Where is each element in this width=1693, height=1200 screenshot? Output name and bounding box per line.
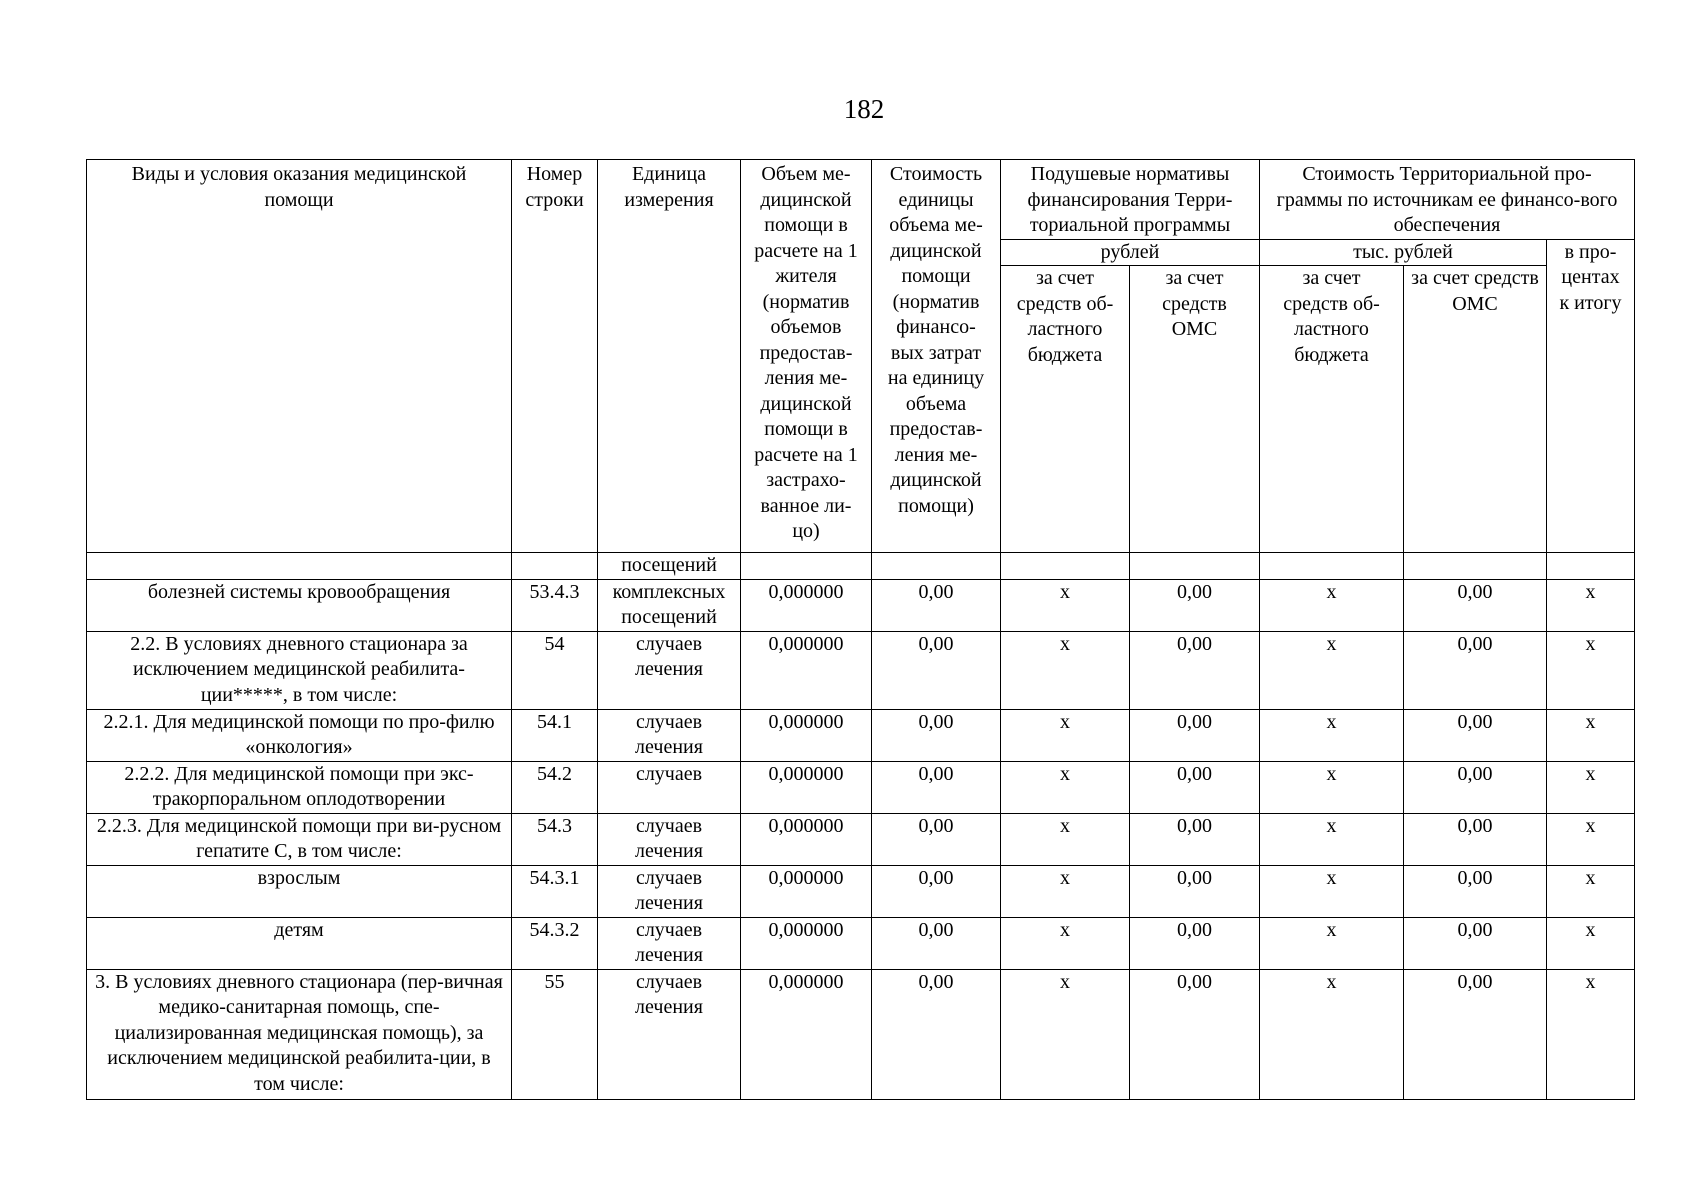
row-per-budget: х — [1001, 631, 1130, 709]
row-number — [512, 553, 598, 580]
row-sum-oms: 0,00 — [1404, 969, 1547, 1099]
row-sum-oms: 0,00 — [1404, 917, 1547, 969]
row-unit: случаев лечения — [598, 709, 741, 761]
row-unit: случаев лечения — [598, 631, 741, 709]
header-volume: Объем ме-дицинской помощи в расчете на 1 жителя (норматив объемов предостав-ления ме-дицинской помощи в расчете на 1 застрахо-ванное ли-цо) — [741, 160, 872, 553]
row-unit: случаев лечения — [598, 969, 741, 1099]
row-sum-budget: х — [1260, 579, 1404, 631]
row-cost: 0,00 — [872, 761, 1001, 813]
row-cost: 0,00 — [872, 917, 1001, 969]
row-unit: случаев лечения — [598, 865, 741, 917]
row-per-oms: 0,00 — [1130, 917, 1260, 969]
header-rubles: рублей — [1001, 239, 1260, 266]
table-row — [87, 553, 1635, 580]
table-row — [87, 579, 1635, 631]
row-number: 53.4.3 — [512, 579, 598, 631]
header-row-number: Номер строки — [512, 160, 598, 553]
table-row — [87, 813, 1635, 865]
row-per-oms: 0,00 — [1130, 709, 1260, 761]
row-per-budget: х — [1001, 813, 1130, 865]
row-volume: 0,000000 — [741, 813, 872, 865]
row-name: 2.2. В условиях дневного стационара за исключением медицинской реабилита-ции*****, в том числе: — [87, 631, 512, 709]
row-cost: 0,00 — [872, 709, 1001, 761]
row-number: 54 — [512, 631, 598, 709]
row-percent: х — [1547, 865, 1635, 917]
row-percent: х — [1547, 579, 1635, 631]
row-sum-budget: х — [1260, 969, 1404, 1099]
row-volume: 0,000000 — [741, 761, 872, 813]
row-sum-oms: 0,00 — [1404, 761, 1547, 813]
row-per-budget: х — [1001, 761, 1130, 813]
page-number: 182 — [843, 94, 885, 124]
row-sum-budget: х — [1260, 865, 1404, 917]
row-number: 54.2 — [512, 761, 598, 813]
row-cost: 0,00 — [872, 969, 1001, 1099]
row-per-oms — [1130, 553, 1260, 580]
row-per-oms: 0,00 — [1130, 761, 1260, 813]
row-unit: посещений — [598, 553, 741, 580]
header-sum-oms: за счет средств ОМС — [1404, 266, 1547, 553]
row-per-budget: х — [1001, 579, 1130, 631]
row-sum-oms: 0,00 — [1404, 579, 1547, 631]
row-sum-budget: х — [1260, 813, 1404, 865]
row-per-budget — [1001, 553, 1130, 580]
row-volume: 0,000000 — [741, 631, 872, 709]
row-cost: 0,00 — [872, 631, 1001, 709]
row-name — [87, 553, 512, 580]
header-sum-budget: за счет средств об-ластного бюджета — [1260, 266, 1404, 553]
table-row — [87, 917, 1635, 969]
row-volume — [741, 553, 872, 580]
row-name: 2.2.1. Для медицинской помощи по про-филю «онкология» — [87, 709, 512, 761]
row-per-budget: х — [1001, 917, 1130, 969]
row-sum-budget: х — [1260, 761, 1404, 813]
row-number: 54.3.2 — [512, 917, 598, 969]
row-number: 55 — [512, 969, 598, 1099]
row-percent: х — [1547, 969, 1635, 1099]
row-sum-budget — [1260, 553, 1404, 580]
table-row — [87, 761, 1635, 813]
row-per-oms: 0,00 — [1130, 813, 1260, 865]
row-number: 54.3 — [512, 813, 598, 865]
row-per-oms: 0,00 — [1130, 631, 1260, 709]
row-number: 54.1 — [512, 709, 598, 761]
table-row — [87, 631, 1635, 709]
row-sum-oms: 0,00 — [1404, 813, 1547, 865]
row-unit: случаев лечения — [598, 813, 741, 865]
header-thousand-rubles: тыс. рублей — [1260, 239, 1547, 266]
header-kinds: Виды и условия оказания медицинской помощи — [87, 160, 512, 553]
row-sum-oms — [1404, 553, 1547, 580]
row-name: детям — [87, 917, 512, 969]
header-unit-cost: Стоимость единицы объема ме-дицинской помощи (норматив финансо-вых затрат на единицу объема предостав-ления ме-дицинской помощи) — [872, 160, 1001, 553]
row-name: взрослым — [87, 865, 512, 917]
row-percent: х — [1547, 631, 1635, 709]
row-sum-oms: 0,00 — [1404, 709, 1547, 761]
row-per-oms: 0,00 — [1130, 969, 1260, 1099]
header-unit: Единица измерения — [598, 160, 741, 553]
row-number: 54.3.1 — [512, 865, 598, 917]
table-row — [87, 709, 1635, 761]
row-per-oms: 0,00 — [1130, 579, 1260, 631]
row-unit: случаев лечения — [598, 917, 741, 969]
row-volume: 0,000000 — [741, 709, 872, 761]
row-volume: 0,000000 — [741, 917, 872, 969]
row-percent — [1547, 553, 1635, 580]
row-per-budget: х — [1001, 865, 1130, 917]
row-sum-budget: х — [1260, 709, 1404, 761]
row-sum-oms: 0,00 — [1404, 631, 1547, 709]
row-sum-oms: 0,00 — [1404, 865, 1547, 917]
header-program-cost: Стоимость Территориальной про-граммы по источникам ее финансо-вого обеспечения — [1260, 160, 1635, 240]
row-per-oms: 0,00 — [1130, 865, 1260, 917]
row-percent: х — [1547, 917, 1635, 969]
row-sum-budget: х — [1260, 631, 1404, 709]
row-per-budget: х — [1001, 709, 1130, 761]
row-volume: 0,000000 — [741, 579, 872, 631]
row-name: 3. В условиях дневного стационара (пер-вичная медико-санитарная помощь, спе-циализированная медицинская помощь), за исключением медицинской реабилита-ции, в том числе: — [87, 969, 512, 1099]
row-unit: случаев — [598, 761, 741, 813]
row-cost: 0,00 — [872, 813, 1001, 865]
row-per-budget: х — [1001, 969, 1130, 1099]
header-per-oms: за счет средств ОМС — [1130, 266, 1260, 553]
row-name: 2.2.3. Для медицинской помощи при ви-русном гепатите С, в том числе: — [87, 813, 512, 865]
row-sum-budget: х — [1260, 917, 1404, 969]
row-unit: комплексных посещений — [598, 579, 741, 631]
table-row — [87, 969, 1635, 1099]
table-row — [87, 865, 1635, 917]
row-cost — [872, 553, 1001, 580]
row-percent: х — [1547, 709, 1635, 761]
header-per-budget: за счет средств об-ластного бюджета — [1001, 266, 1130, 553]
row-name: 2.2.2. Для медицинской помощи при экс-тракорпоральном оплодотворении — [87, 761, 512, 813]
row-percent: х — [1547, 761, 1635, 813]
row-percent: х — [1547, 813, 1635, 865]
row-volume: 0,000000 — [741, 969, 872, 1099]
header-per-capita: Подушевые нормативы финансирования Терри-ториальной программы — [1001, 160, 1260, 240]
financing-table — [86, 159, 1635, 1100]
row-cost: 0,00 — [872, 865, 1001, 917]
row-cost: 0,00 — [872, 579, 1001, 631]
row-volume: 0,000000 — [741, 865, 872, 917]
row-name: болезней системы кровообращения — [87, 579, 512, 631]
header-percent: в про-центах к итогу — [1547, 239, 1635, 553]
